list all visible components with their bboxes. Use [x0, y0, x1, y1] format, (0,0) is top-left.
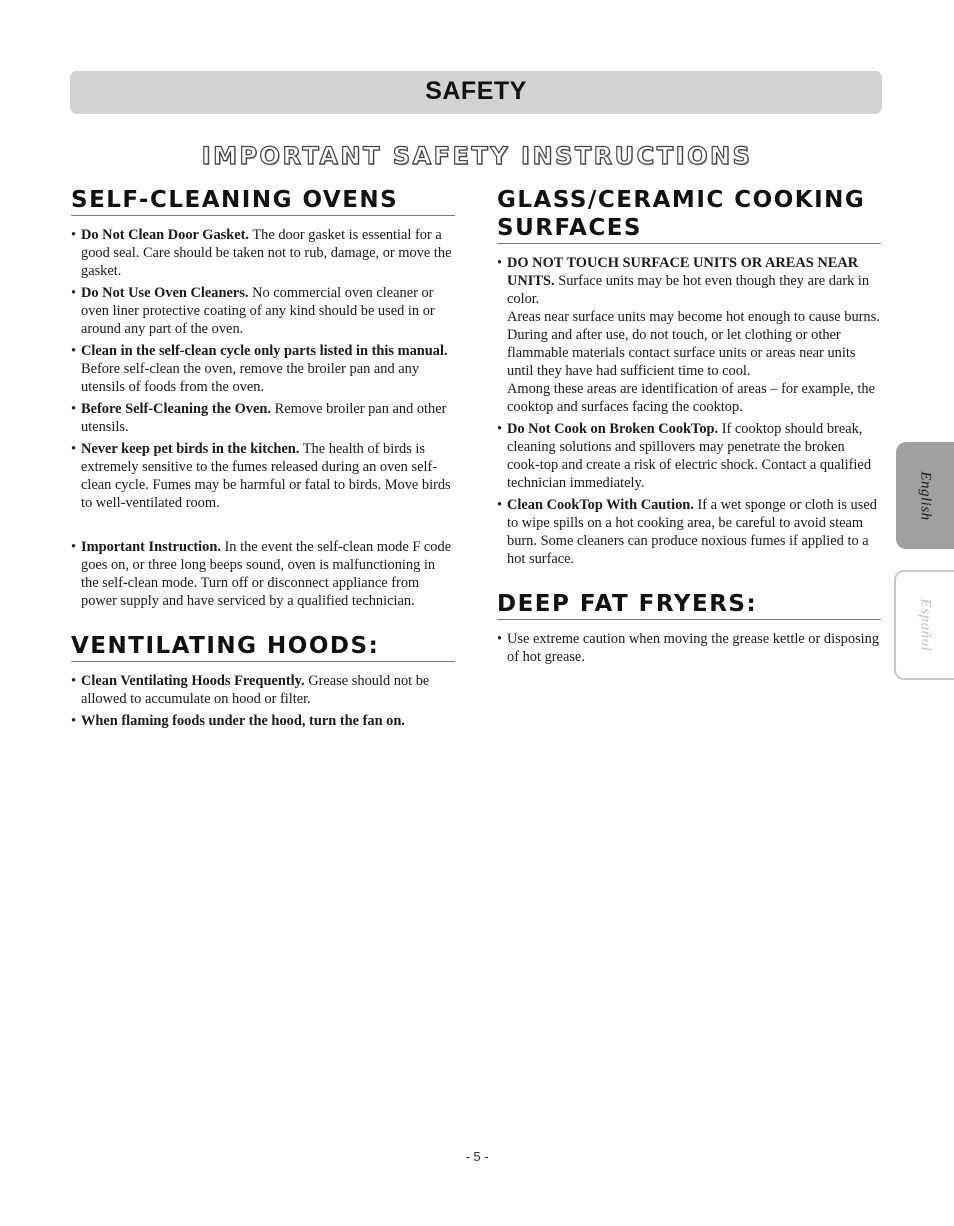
ventilating-heading: VENTILATING HOODS: — [71, 632, 455, 662]
safety-banner — [70, 71, 882, 114]
list-item — [497, 420, 881, 492]
list-item — [71, 712, 455, 730]
item-text: Before self-clean the oven, remove the broiler pan and any utensils of foods from the oven. — [81, 361, 420, 395]
item-text: In the event the self-clean mode F code goes on, or three long beeps sound, oven is malfunctioning in the self-clean mode. Turn off or disconnect appliance from power supply and have serviced by a qualified technician. — [81, 539, 452, 609]
item-text: If cooktop should break, cleaning solutions and spillovers may penetrate the broken cook-top and create a risk of electric shock. Contact a qualified technician immediately. — [507, 421, 872, 491]
self-cleaning-heading: SELF-CLEANING OVENS — [71, 186, 455, 216]
item-text: Surface units may be hot even though they are dark in color. — [507, 273, 870, 307]
item-bold: Do Not Cook on Broken CookTop. — [507, 421, 719, 437]
list-item — [71, 342, 455, 396]
item-bold: Clean in the self-clean cycle only parts listed in this manual. — [81, 343, 448, 359]
list-item — [71, 400, 455, 436]
item-text: If a wet sponge or cloth is used to wipe spills on a hot cooking area, be careful to avoid steam burn. Some cleaners can produce noxious fumes if applied to a hot surface. — [507, 497, 877, 567]
item-bold: DO NOT TOUCH SURFACE UNITS OR AREAS NEAR UNITS. — [507, 255, 859, 289]
deep-fat-fryers-list — [497, 630, 881, 666]
glass-ceramic-list — [497, 254, 881, 568]
tab-espanol-label: Español — [917, 598, 934, 652]
list-item — [71, 226, 455, 280]
item-text: The door gasket is essential for a good seal. Care should be taken not to rub, damage, or move the gasket. — [81, 227, 452, 279]
self-cleaning-list — [71, 226, 455, 512]
tab-espanol[interactable] — [894, 570, 954, 680]
item-text: No commercial oven cleaner or oven liner protective coating of any kind should be used in or around any part of the oven. — [81, 285, 435, 337]
page-number: - 5 - — [465, 1149, 489, 1164]
main-title: IMPORTANT SAFETY INSTRUCTIONS — [201, 142, 753, 170]
item-bold: When flaming foods under the hood, turn the fan on. — [81, 713, 405, 729]
item-bold: Important Instruction. — [81, 539, 221, 555]
ventilating-list — [71, 672, 455, 730]
banner-title: SAFETY — [425, 77, 527, 105]
list-item — [497, 254, 881, 416]
item-text: The health of birds is extremely sensitive to the fumes released during an oven self-clean cycle. Fumes may be harmful or fatal to birds. Move birds to well-ventilated room. — [81, 441, 451, 511]
item-bold: Clean CookTop With Caution. — [507, 497, 694, 513]
item-paragraph: Among these areas are identification of areas – for example, the cooktop and surfaces facing the cooktop. — [507, 381, 876, 415]
list-item — [497, 496, 881, 568]
glass-ceramic-heading: GLASS/CERAMIC COOKING SURFACES — [497, 186, 881, 244]
tab-english-label: English — [917, 470, 934, 521]
right-column — [497, 186, 881, 670]
list-item — [497, 630, 881, 666]
item-text: Grease should not be allowed to accumulate on hood or filter. — [81, 673, 430, 707]
list-item — [71, 284, 455, 338]
item-bold: Do Not Use Oven Cleaners. — [81, 285, 249, 301]
list-item — [71, 672, 455, 708]
item-text: Use extreme caution when moving the grease kettle or disposing of hot grease. — [507, 631, 880, 665]
item-bold: Do Not Clean Door Gasket. — [81, 227, 250, 243]
item-text: Remove broiler pan and other utensils. — [81, 401, 447, 435]
item-bold: Before Self-Cleaning the Oven. — [81, 401, 271, 417]
item-bold: Clean Ventilating Hoods Frequently. — [81, 673, 305, 689]
item-paragraph: Areas near surface units may become hot enough to cause burns. During and after use, do not touch, or let clothing or other flammable materials contact surface units or areas near units until they have had sufficient time to cool. — [507, 309, 880, 379]
list-item — [71, 440, 455, 512]
important-instruction-list — [71, 538, 455, 610]
left-column — [71, 186, 455, 734]
list-item — [71, 538, 455, 610]
item-bold: Never keep pet birds in the kitchen. — [81, 441, 300, 457]
deep-fat-fryers-heading: DEEP FAT FRYERS: — [497, 590, 881, 620]
tab-english[interactable] — [896, 442, 954, 549]
